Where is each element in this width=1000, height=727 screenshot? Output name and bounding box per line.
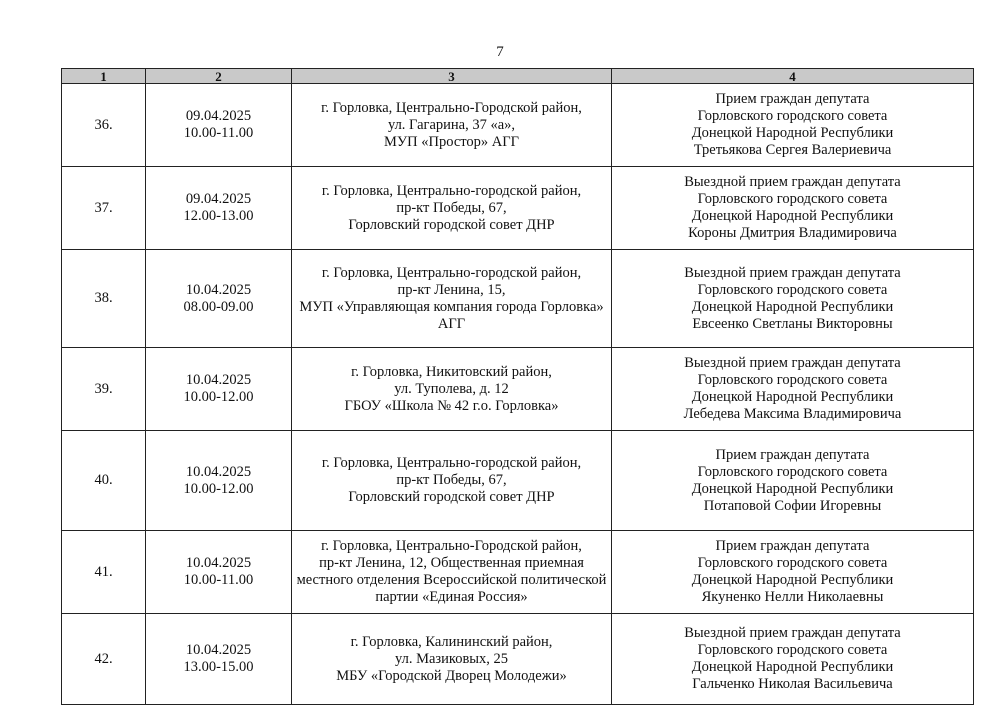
address-cell: г. Горловка, Калининский район, ул. Мазиковых, 25 МБУ «Городской Дворец Молодежи»	[292, 614, 612, 705]
time: 10.00-11.00	[183, 572, 254, 588]
address-cell: г. Горловка, Центрально-городской район, пр-кт Победы, 67, Горловский городской совет ДНР	[292, 167, 612, 250]
address-cell: г. Горловка, Центрально-городской район, пр-кт Победы, 67, Горловский городской совет ДНР	[292, 431, 612, 531]
description-cell: Прием граждан депутата Горловского городского совета Донецкой Народной Республики Потаповой Софии Игоревны	[612, 431, 974, 531]
row-number: 42.	[62, 614, 146, 705]
description-cell: Выездной прием граждан депутата Горловского городского совета Донецкой Народной Республики Гальченко Николая Васильевича	[612, 614, 974, 705]
reception-schedule-table	[61, 68, 974, 705]
date-time-cell	[146, 614, 292, 705]
description-cell: Выездной прием граждан депутата Горловского городского совета Донецкой Народной Республики Короны Дмитрия Владимировича	[612, 167, 974, 250]
time: 13.00-15.00	[183, 659, 254, 675]
row-number: 38.	[62, 250, 146, 348]
row-number: 40.	[62, 431, 146, 531]
address-cell: г. Горловка, Центрально-Городской район, ул. Гагарина, 37 «а», МУП «Простор» АГГ	[292, 84, 612, 167]
row-number: 41.	[62, 531, 146, 614]
date-time-cell	[146, 348, 292, 431]
time: 10.00-11.00	[183, 125, 254, 141]
column-header-3: 3	[292, 69, 612, 84]
row-number: 36.	[62, 84, 146, 167]
description-cell: Прием граждан депутата Горловского городского совета Донецкой Народной Республики Третьякова Сергея Валериевича	[612, 84, 974, 167]
address-cell: г. Горловка, Никитовский район, ул. Туполева, д. 12 ГБОУ «Школа № 42 г.о. Горловка»	[292, 348, 612, 431]
table-row	[62, 250, 974, 348]
time: 10.00-12.00	[183, 389, 254, 405]
description-cell: Прием граждан депутата Горловского городского совета Донецкой Народной Республики Якуненко Нелли Николаевны	[612, 531, 974, 614]
table-row	[62, 431, 974, 531]
table-row	[62, 531, 974, 614]
column-header-1: 1	[62, 69, 146, 84]
date-time-cell	[146, 431, 292, 531]
table-row	[62, 348, 974, 431]
row-number: 39.	[62, 348, 146, 431]
page-number: 7	[496, 44, 504, 60]
description-cell: Выездной прием граждан депутата Горловского городского совета Донецкой Народной Республики Евсеенко Светланы Викторовны	[612, 250, 974, 348]
date: 10.04.2025	[185, 555, 252, 571]
table-row	[62, 167, 974, 250]
time: 08.00-09.00	[183, 298, 254, 315]
table-header-row	[62, 69, 974, 84]
date-time-cell	[146, 167, 292, 250]
date: 10.04.2025	[185, 281, 252, 298]
date-time-cell	[146, 531, 292, 614]
table-row	[62, 84, 974, 167]
date-time-cell	[146, 84, 292, 167]
description-cell: Выездной прием граждан депутата Горловского городского совета Донецкой Народной Республики Лебедева Максима Владимировича	[612, 348, 974, 431]
date: 10.04.2025	[185, 463, 252, 480]
time: 12.00-13.00	[183, 208, 254, 224]
time: 10.00-12.00	[183, 480, 254, 497]
address-cell: г. Горловка, Центрально-городской район, пр-кт Ленина, 15, МУП «Управляющая компания города Горловка» АГГ	[292, 250, 612, 348]
date-time-cell	[146, 250, 292, 348]
column-header-4: 4	[612, 69, 974, 84]
table-row	[62, 614, 974, 705]
column-header-2: 2	[146, 69, 292, 84]
address-cell: г. Горловка, Центрально-Городской район, пр-кт Ленина, 12, Общественная приемная местного отделения Всероссийской политической партии «Единая Россия»	[292, 531, 612, 614]
date: 09.04.2025	[185, 191, 252, 207]
date: 09.04.2025	[185, 108, 252, 124]
date: 10.04.2025	[185, 642, 252, 658]
date: 10.04.2025	[185, 372, 252, 388]
row-number: 37.	[62, 167, 146, 250]
